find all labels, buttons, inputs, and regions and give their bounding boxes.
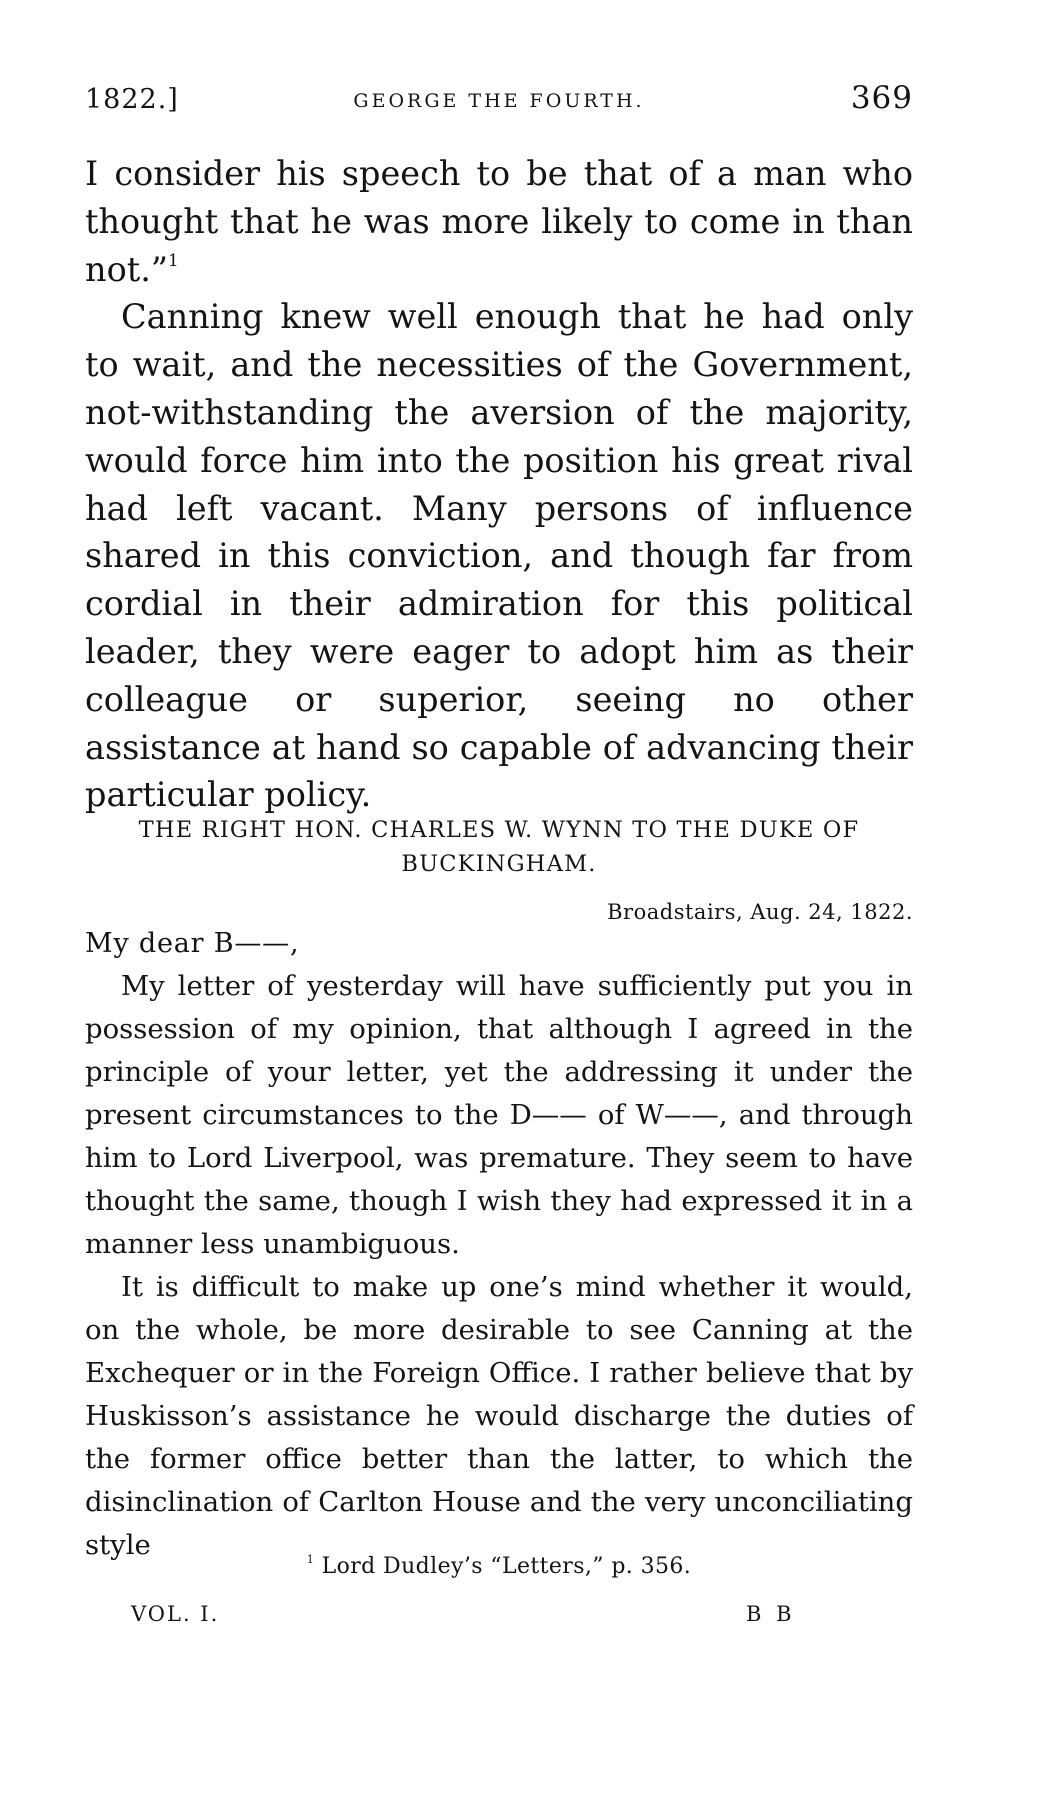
letter-paragraph: My letter of yesterday will have sufficiently put you in possession of my opinion, that although I agreed in the principle of your letter, yet the addressing it under the present circumstances to the D—— of W——, and through him to Lord Liverpool, was premature. They seem to have thought the same, though I wish they had expressed it in a manner less unambiguous. — [85, 970, 913, 1260]
footnote-reference: 1 — [167, 249, 179, 270]
book-page — [85, 0, 913, 1800]
footnote-marker: 1 — [306, 1553, 315, 1567]
footnote-text: Lord Dudley’s “Letters,” p. 356. — [321, 1554, 692, 1579]
continuation-text: I consider his speech to be that of a man who thought that he was more likely to come in than not.” — [85, 154, 913, 289]
running-head — [85, 78, 913, 118]
letter-salutation: My dear B——, — [85, 928, 300, 959]
letter-dateline: Broadstairs, Aug. 24, 1822. — [607, 900, 913, 924]
footnote — [85, 1554, 913, 1579]
page-number: 369 — [850, 80, 913, 116]
letter-paragraph: It is difficult to make up one’s mind whether it would, on the whole, be more desirable to see Canning at the Exchequer or in the Foreign Office. I rather believe that by Huskisson’s assistance he would discharge the duties of the former office better than the latter, to which the disinclination of Carlton House and the very unconciliating style — [85, 1271, 913, 1561]
continuation-paragraph — [85, 150, 913, 293]
volume-signature: VOL. I. — [131, 1602, 220, 1626]
opening-text — [85, 150, 913, 819]
header-title: GEORGE THE FOURTH. — [353, 90, 645, 112]
letter-heading: THE RIGHT HON. CHARLES W. WYNN TO THE DUKE OF BUCKINGHAM. — [138, 817, 860, 877]
header-year: 1822.] — [85, 84, 179, 115]
sheet-signature: B B — [746, 1602, 796, 1626]
canning-paragraph: Canning knew well enough that he had only to wait, and the necessities of the Government, not-withstanding the aversion of the majority, would force him into the position his great rival had left vacant. Many persons of influence shared in this conviction, and though far from cordial in their admiration for this political leader, they were eager to adopt him as their colleague or superior, seeing no other assistance at hand so capable of advancing their particular policy. — [85, 297, 913, 815]
letter-body — [85, 965, 913, 1567]
